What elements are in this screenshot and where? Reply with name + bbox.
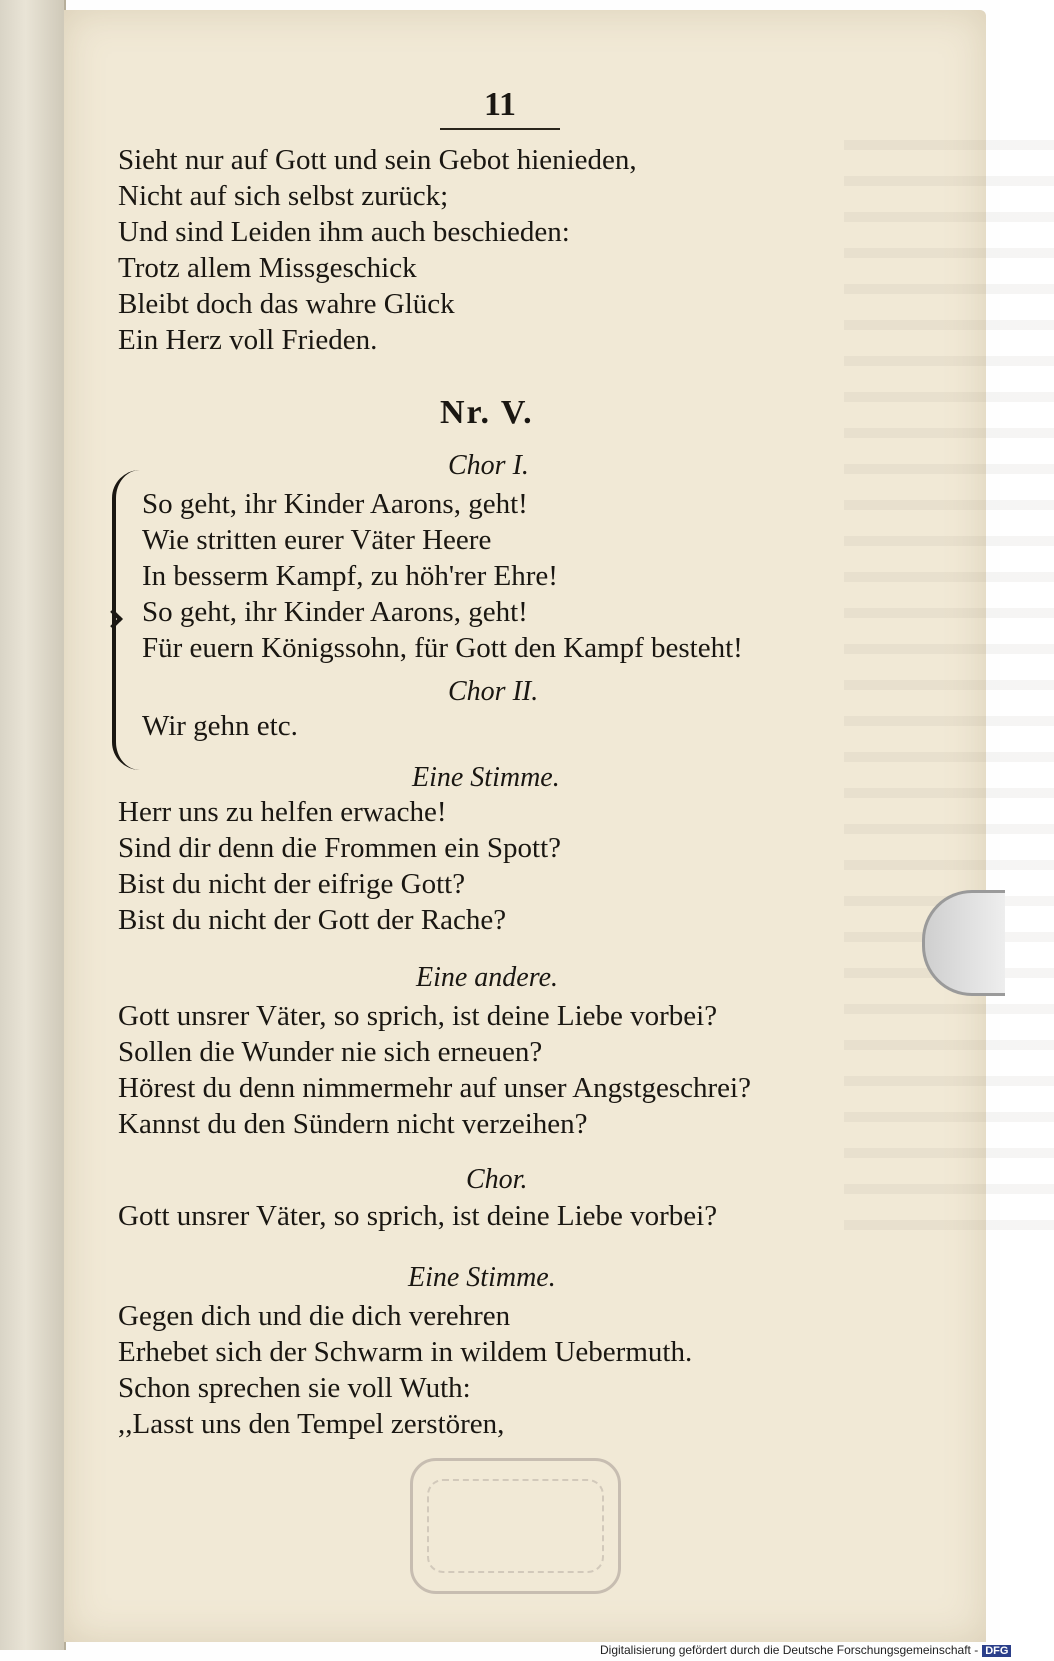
verse-line: Sieht nur auf Gott und sein Gebot hienieden, xyxy=(118,144,637,176)
verse-line: Hörest du denn nimmermehr auf unser Angstgeschrei? xyxy=(118,1072,751,1104)
page-number-rule xyxy=(440,128,560,130)
chor1-label: Chor I. xyxy=(448,450,529,481)
verse-line: Gott unsrer Väter, so sprich, ist deine Liebe vorbei? xyxy=(118,1200,718,1232)
verse-line: Kannst du den Sündern nicht verzeihen? xyxy=(118,1108,588,1140)
library-stamp xyxy=(410,1458,621,1594)
chor-label: Chor. xyxy=(466,1164,528,1195)
verse-line: So geht, ihr Kinder Aarons, geht! xyxy=(142,596,528,628)
chor2-label: Chor II. xyxy=(448,676,539,707)
verse-line: So geht, ihr Kinder Aarons, geht! xyxy=(142,488,528,520)
verse-line: Sollen die Wunder nie sich erneuen? xyxy=(118,1036,543,1068)
verse-line: Bleibt doch das wahre Glück xyxy=(118,288,455,320)
verse-line: In besserm Kampf, zu höh'rer Ehre! xyxy=(142,560,558,592)
verse-line: Wie stritten eurer Väter Heere xyxy=(142,524,492,556)
verse-line: ,,Lasst uns den Tempel zerstören, xyxy=(118,1408,505,1440)
section-heading: Nr. V. xyxy=(440,394,534,431)
verse-line: Bist du nicht der Gott der Rache? xyxy=(118,904,507,936)
stimme2-label: Eine Stimme. xyxy=(408,1262,556,1293)
digitization-credit xyxy=(600,1643,1009,1661)
verse-line: Bist du nicht der eifrige Gott? xyxy=(118,868,466,900)
verse-line: Herr uns zu helfen erwache! xyxy=(118,796,447,828)
book-spine xyxy=(0,0,66,1650)
page-clip-tab xyxy=(922,890,1005,996)
andere-label: Eine andere. xyxy=(416,962,559,993)
verse-line: Ein Herz voll Frieden. xyxy=(118,324,378,356)
verse-line: Und sind Leiden ihm auch beschieden: xyxy=(118,216,570,248)
credit-text: Digitalisierung gefördert durch die Deutsche Forschungsgemeinschaft - xyxy=(600,1643,979,1657)
verse-line: Wir gehn etc. xyxy=(142,710,298,742)
verse-line: Gott unsrer Väter, so sprich, ist deine Liebe vorbei? xyxy=(118,1000,718,1032)
verse-line: Gegen dich und die dich verehren xyxy=(118,1300,511,1332)
page-number: 11 xyxy=(483,86,517,123)
verse-line: Trotz allem Missgeschick xyxy=(118,252,417,284)
verse-line: Sind dir denn die Frommen ein Spott? xyxy=(118,832,562,864)
verse-line: Nicht auf sich selbst zurück; xyxy=(118,180,449,212)
show-through-text xyxy=(844,140,1054,1240)
verse-line: Erhebet sich der Schwarm in wildem Uebermuth. xyxy=(118,1336,693,1368)
stimme1-label: Eine Stimme. xyxy=(412,762,560,793)
dfg-logo: DFG xyxy=(982,1645,1011,1657)
verse-line: Für euern Königssohn, für Gott den Kampf besteht! xyxy=(142,632,743,664)
verse-line: Schon sprechen sie voll Wuth: xyxy=(118,1372,471,1404)
